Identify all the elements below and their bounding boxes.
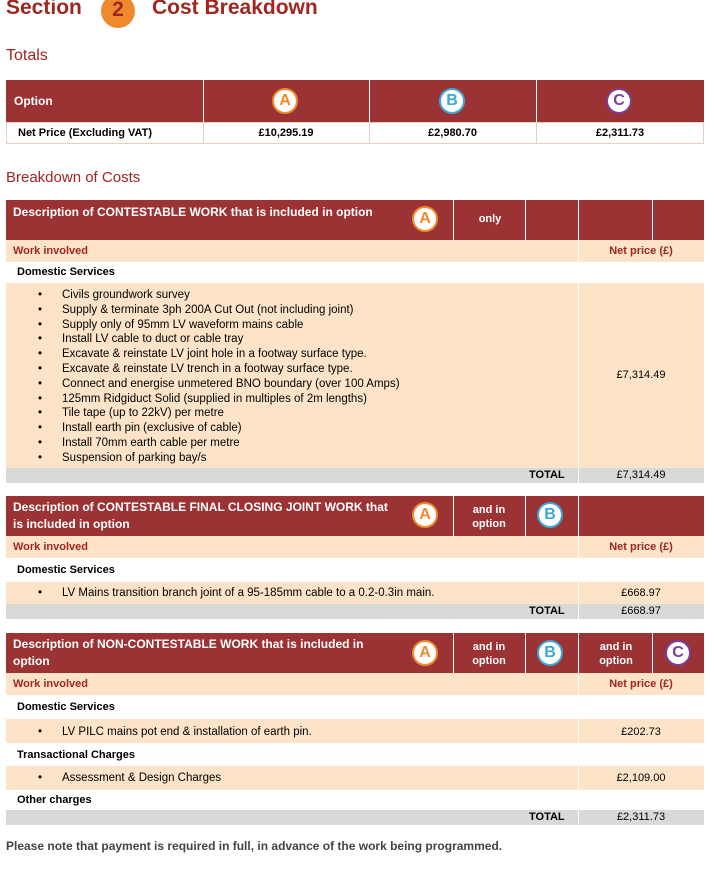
table1-total-label: TOTAL <box>529 469 565 481</box>
table3-total-label: TOTAL <box>529 811 565 823</box>
table1-option-a-badge: A <box>412 206 438 232</box>
table3-item-list-2 <box>38 771 568 786</box>
option-a-badge: A <box>272 88 298 114</box>
price-option-b: £2,980.70 <box>428 127 477 139</box>
table2-item-list <box>38 586 568 601</box>
table3-category-other: Other charges <box>17 794 92 806</box>
option-b-badge: B <box>439 88 465 114</box>
price-option-a: £10,295.19 <box>258 127 314 139</box>
list-item: • Tile tape (up to 22kV) per metre <box>38 406 568 421</box>
section-number: 2 <box>112 0 124 21</box>
table2-total-value: £668.97 <box>621 605 661 617</box>
table3-net-price-label: Net price (£) <box>609 678 673 690</box>
payment-note: Please note that payment is required in full, in advance of the work being programmed. <box>6 839 503 853</box>
list-item: • Suspension of parking bay/s <box>38 451 568 466</box>
table3-price-1: £202.73 <box>621 726 661 738</box>
list-item: • Install earth pin (exclusive of cable) <box>38 421 568 436</box>
table3-price-2: £2,109.00 <box>616 772 666 784</box>
section-heading <box>6 0 406 28</box>
table3-category-domestic: Domestic Services <box>17 701 115 713</box>
list-item: • Excavate & reinstate LV trench in a footway surface type. <box>38 362 568 377</box>
list-item: • Civils groundwork survey <box>38 288 568 303</box>
list-item: • Supply & terminate 3ph 200A Cut Out (not including joint) <box>38 303 568 318</box>
table1-item-price: £7,314.49 <box>616 369 666 381</box>
table3-option-c-badge: C <box>665 640 691 666</box>
breakdown-heading: Breakdown of Costs <box>6 169 141 186</box>
table2-work-involved: Work involved <box>13 541 88 553</box>
table1-net-price-label: Net price (£) <box>609 245 673 257</box>
table1-total-value: £7,314.49 <box>616 469 666 481</box>
page-title: Cost Breakdown <box>152 0 318 19</box>
table2-net-price-label: Net price (£) <box>609 541 673 553</box>
list-item: • Connect and energise unmetered BNO boundary (over 100 Amps) <box>38 377 568 392</box>
table2-option-b-badge: B <box>537 502 563 528</box>
totals-option-row <box>6 80 704 122</box>
table3-joiner-2: and in option <box>599 641 633 667</box>
table2-option-a-badge: A <box>412 502 438 528</box>
table3-title: Description of NON-CONTESTABLE WORK that is included in option <box>13 637 364 668</box>
list-item: • Excavate & reinstate LV joint hole in a footway surface type. <box>38 347 568 362</box>
list-item: • 125mm Ridgiduct Solid (supplied in multiples of 2m lengths) <box>38 392 568 407</box>
price-option-c: £2,311.73 <box>595 127 645 139</box>
option-label: Option <box>14 94 53 108</box>
table2-item-price: £668.97 <box>621 587 661 599</box>
list-item: • Install 70mm earth cable per metre <box>38 436 568 451</box>
list-item: • LV Mains transition branch joint of a 95-185mm cable to a 0.2-0.3in main. <box>38 586 568 601</box>
table1-suffix: only <box>478 213 502 225</box>
table3-category-transactional: Transactional Charges <box>17 749 135 761</box>
list-item: • Install LV cable to duct or cable tray <box>38 332 568 347</box>
net-price-label: Net Price (Excluding VAT) <box>18 127 153 139</box>
table2-title: Description of CONTESTABLE FINAL CLOSING JOINT WORK that is included in option <box>13 500 388 531</box>
table2-joiner: and in option <box>472 504 506 530</box>
table3-work-involved: Work involved <box>13 678 88 690</box>
table1-item-list <box>38 288 568 466</box>
list-item: • LV PILC mains pot end & installation of earth pin. <box>38 725 568 740</box>
table3-joiner-1: and in option <box>472 641 506 667</box>
table3-item-list-1 <box>38 725 568 740</box>
table3-option-b-badge: B <box>537 640 563 666</box>
section-word: Section <box>6 0 82 19</box>
table1-work-involved: Work involved <box>13 245 88 257</box>
option-c-badge: C <box>606 88 632 114</box>
table3-option-a-badge: A <box>412 640 438 666</box>
section-number-badge <box>101 0 135 28</box>
totals-heading: Totals <box>6 47 48 64</box>
list-item: • Supply only of 95mm LV waveform mains cable <box>38 318 568 333</box>
table1-category: Domestic Services <box>17 266 115 278</box>
table2-total-label: TOTAL <box>529 605 565 617</box>
table2-category: Domestic Services <box>17 564 115 576</box>
list-item: • Assessment & Design Charges <box>38 771 568 786</box>
table1-title: Description of CONTESTABLE WORK that is included in option <box>13 205 373 219</box>
table3-total-value: £2,311.73 <box>616 811 666 823</box>
